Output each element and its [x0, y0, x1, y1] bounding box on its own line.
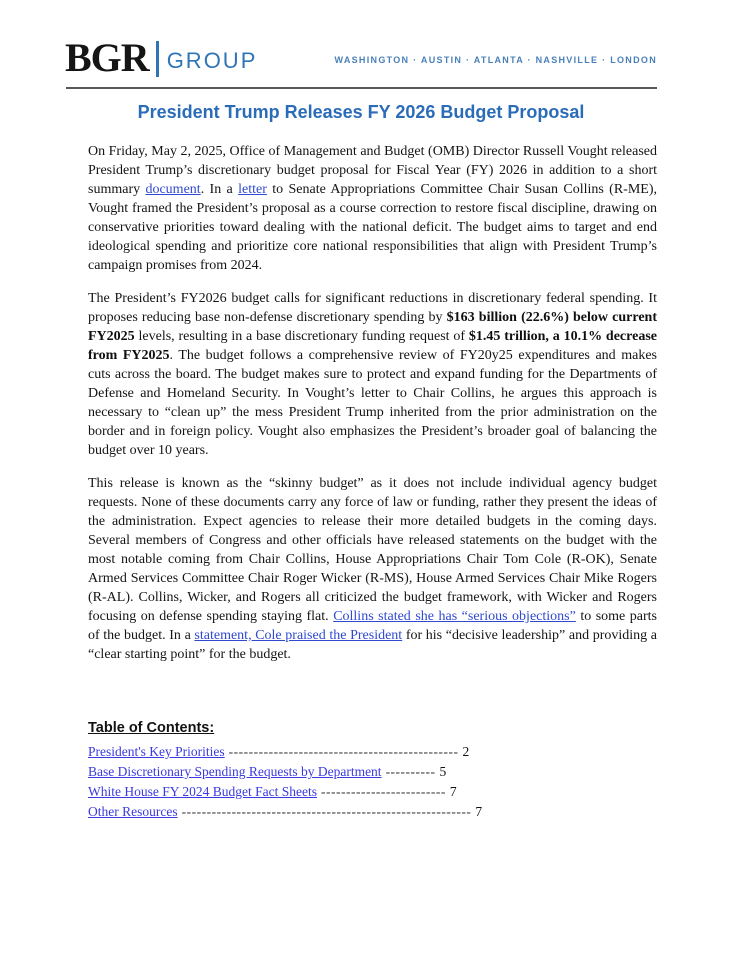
toc-title: Table of Contents: — [88, 720, 215, 736]
body-text: . In a — [200, 182, 239, 197]
inline-link[interactable]: document — [145, 182, 201, 197]
logo-text-bgr: BGR — [65, 35, 149, 80]
inline-link[interactable]: letter — [238, 182, 267, 197]
article-body — [88, 142, 657, 678]
office-locations: WASHINGTON · AUSTIN · ATLANTA · NASHVILLE · LONDON — [334, 55, 657, 65]
toc-list — [88, 742, 657, 822]
body-text: The President’s FY2026 budget calls for significant reductions in discretionary federal spending. It proposes reducing base non-defense discretionary spending by — [88, 291, 657, 325]
toc-item-link[interactable]: Other Resources — [88, 804, 178, 819]
toc-item — [88, 782, 657, 802]
bold-text: $1.45 trillion, a 10.1% decrease from FY2025 — [88, 329, 657, 363]
body-text: to Senate Appropriations Committee Chair Susan Collins (R-ME), Vought framed the President’s proposal as a course correction to restore fiscal discipline, drawing on conservative priorities toward dealing with the national deficit. The budget aims to target and end ideological spending and prioritize core national responsibilities that align with President Trump’s campaign promises from 2024. — [88, 182, 657, 273]
toc-leader-dashes: ---------------------------------------------- — [228, 744, 459, 759]
body-text: This release is known as the “skinny budget” as it does not include individual agency budget requests. None of these documents carry any force of law or funding, rather they present the ideas of the administration. Expect agencies to release their more detailed budgets in the coming days. Several members of Congress and other officials have released statements on the budget with the most notable coming from Chair Collins, House Appropriations Chair Tom Cole (R-OK), Senate Armed Services Committee Chair Roger Wicker (R-MS), House Armed Services Chair Mike Rogers (R-AL). Collins, Wicker, and Rogers all criticized the budget framework, with Wicker and Rogers focusing on defense spending staying flat. — [88, 476, 657, 624]
toc-leader-dashes: ---------- — [385, 764, 436, 779]
body-text: On Friday, May 2, 2025, Office of Management and Budget (OMB) Director Russell Vought released President Trump’s discretionary budget proposal for Fiscal Year (FY) 2026 in addition to a short summary — [88, 144, 657, 197]
paragraph — [88, 142, 657, 275]
logo-text-group: GROUP — [166, 48, 258, 73]
toc-page-number: 5 — [439, 764, 447, 779]
inline-link[interactable]: Collins stated she has “serious objections” — [333, 609, 576, 624]
toc-page-number: 2 — [462, 744, 470, 759]
bgr-logo — [65, 35, 258, 80]
header-rule — [66, 87, 657, 89]
body-text: to some parts of the budget. In a — [88, 609, 657, 643]
toc-item-link[interactable]: President's Key Priorities — [88, 744, 225, 759]
table-of-contents — [88, 719, 657, 822]
toc-item — [88, 762, 657, 782]
bold-text: $163 billion (22.6%) below current FY2025 — [88, 310, 657, 344]
toc-item — [88, 742, 657, 762]
body-text: levels, resulting in a base discretionary funding request of — [134, 329, 469, 344]
document-title: President Trump Releases FY 2026 Budget Proposal — [137, 102, 585, 122]
paragraph — [88, 474, 657, 664]
masthead — [65, 35, 657, 80]
toc-leader-dashes: ---------------------------------------------------------- — [181, 804, 472, 819]
body-text: . The budget follows a comprehensive review of FY20y25 expenditures and makes cuts across the board. The budget makes sure to protect and expand funding for the Departments of Defense and Homeland Security. In Vought’s letter to Chair Collins, he argues this approach is necessary to “clean up” the mess President Trump inherited from the prior administration on the border and in foreign policy. Vought also emphasizes the President’s broader goal of balancing the budget over 10 years. — [88, 348, 657, 458]
toc-item — [88, 802, 657, 822]
inline-link[interactable]: statement, Cole praised the President — [194, 628, 403, 643]
toc-page-number: 7 — [449, 784, 457, 799]
toc-item-link[interactable]: White House FY 2024 Budget Fact Sheets — [88, 784, 317, 799]
toc-page-number: 7 — [475, 804, 483, 819]
body-text: for his “decisive leadership” and providing a “clear starting point” for the budget. — [88, 628, 657, 662]
logo-divider — [156, 41, 159, 77]
paragraph — [88, 289, 657, 460]
toc-leader-dashes: ------------------------- — [320, 784, 446, 799]
toc-item-link[interactable]: Base Discretionary Spending Requests by Department — [88, 764, 382, 779]
